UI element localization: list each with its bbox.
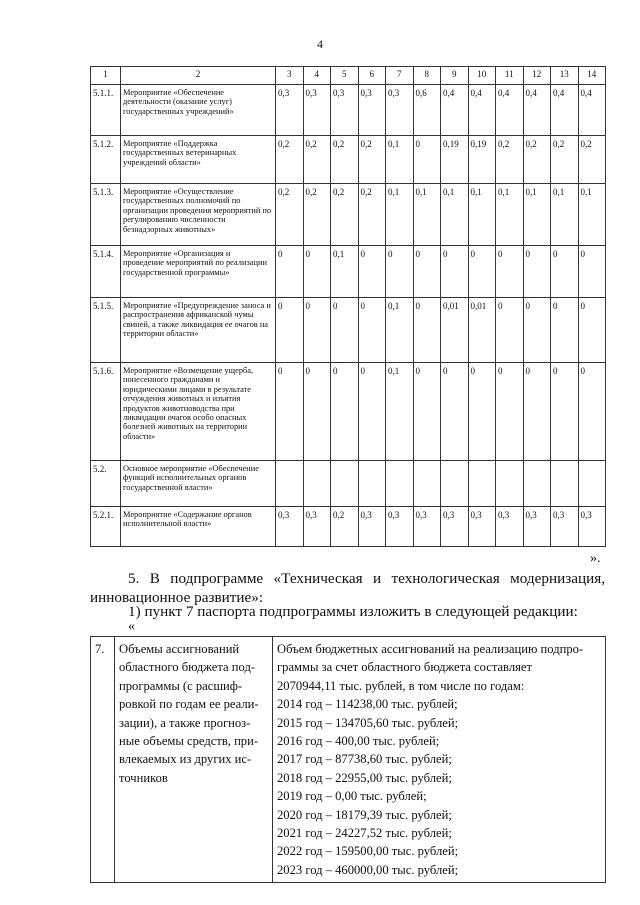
value-cell: 0 [358,363,386,461]
value-cell: 0 [496,363,524,461]
table-row [91,184,606,246]
value-cell: 0 [468,246,496,298]
value-cell: 0,01 [441,298,469,363]
closing-quote: ». [590,551,601,566]
value-cell: 0,3 [303,85,331,136]
value-cell [358,461,386,507]
value-cell: 0 [303,298,331,363]
value-cell: 0,3 [413,507,441,547]
value-cell [468,461,496,507]
table-row [91,507,606,547]
value-cell: 0,3 [303,507,331,547]
row-name: Мероприятие «Обеспечение деятельности (оказание услуг) государственных учреждений» [121,85,276,136]
passport-content-line: Объем бюджетных ассигнований на реализацию подпро- [277,642,584,656]
value-cell: 0 [413,363,441,461]
value-cell: 0 [551,298,579,363]
row-number: 5.2.1. [91,507,121,547]
passport-label-line: ные объемы средств, при- [119,734,259,749]
paragraph-item: 1) пункт 7 паспорта подпрограммы изложить в следующей редакции: [128,603,578,620]
row-name: Основное мероприятие «Обеспечение функций исполнительных органов государственной власти» [121,461,276,507]
value-cell: 0,2 [523,136,551,184]
value-cell: 0 [551,246,579,298]
passport-content-line: 2020 год – 18179,39 тыс. рублей; [277,807,452,822]
header-cell: 12 [523,67,551,85]
value-cell: 0,4 [551,85,579,136]
row-number: 5.1.1. [91,85,121,136]
value-cell: 0,3 [386,507,414,547]
value-cell: 0,01 [468,298,496,363]
row-name: Мероприятие «Предупреждение заноса и распространения африканской чумы свиней, а также ликвидация ее очагов на территории области» [121,298,276,363]
passport-label-line: точников [119,770,168,785]
value-cell: 0,2 [578,136,606,184]
header-cell: 9 [441,67,469,85]
passport-label-line: зации), а также прогноз- [119,715,251,730]
row-number: 5.1.2. [91,136,121,184]
value-cell: 0,1 [578,184,606,246]
value-cell: 0,3 [358,85,386,136]
table-row [91,363,606,461]
value-cell: 0 [496,246,524,298]
value-cell: 0,19 [468,136,496,184]
value-cell: 0 [358,298,386,363]
indicators-table [90,66,606,547]
row-name: Мероприятие «Поддержка государственных ветеринарных учреждений области» [121,136,276,184]
value-cell: 0,3 [276,85,304,136]
row-number: 5.1.6. [91,363,121,461]
passport-label-line: областного бюджета под- [119,660,256,675]
passport-content-line: 2070944,11 тыс. рублей, в том числе по годам: [277,678,525,693]
value-cell [496,461,524,507]
table-row [91,246,606,298]
row-number: 5.1.5. [91,298,121,363]
value-cell: 0 [441,363,469,461]
value-cell: 0,4 [468,85,496,136]
header-cell: 1 [91,67,121,85]
value-cell: 0 [413,136,441,184]
value-cell [276,461,304,507]
table-row [91,85,606,136]
table-row [91,298,606,363]
value-cell: 0,4 [578,85,606,136]
value-cell [551,461,579,507]
value-cell: 0 [578,298,606,363]
passport-label-cell [115,637,273,883]
passport-content-line: граммы за счет областного бюджета составляет [277,660,533,675]
value-cell: 0,2 [303,184,331,246]
value-cell: 0,1 [468,184,496,246]
row-number: 5.1.4. [91,246,121,298]
passport-content-line: 2021 год – 24227,52 тыс. рублей; [277,826,452,841]
header-cell: 6 [358,67,386,85]
value-cell: 0,3 [578,507,606,547]
value-cell: 0 [276,363,304,461]
value-cell: 0,2 [331,184,359,246]
header-cell: 14 [578,67,606,85]
page-number: 4 [317,37,323,51]
value-cell: 0 [523,298,551,363]
passport-content-line: 2016 год – 400,00 тыс. рублей; [277,734,440,749]
value-cell [578,461,606,507]
value-cell: 0,3 [523,507,551,547]
table-header-row [91,67,606,85]
value-cell: 0,1 [386,136,414,184]
passport-table [90,636,606,883]
value-cell: 0,3 [551,507,579,547]
passport-label-line: Объемы ассигнований [119,642,240,656]
passport-content-cell [273,637,606,883]
value-cell: 0,4 [496,85,524,136]
passport-content-line: 2018 год – 22955,00 тыс. рублей; [277,770,452,785]
value-cell: 0 [578,363,606,461]
header-cell: 4 [303,67,331,85]
value-cell: 0 [551,363,579,461]
value-cell: 0,1 [441,184,469,246]
value-cell: 0 [468,363,496,461]
value-cell [523,461,551,507]
value-cell: 0,19 [441,136,469,184]
row-number: 5.1.3. [91,184,121,246]
value-cell: 0,1 [551,184,579,246]
value-cell: 0,1 [386,363,414,461]
value-cell: 0 [496,298,524,363]
value-cell [386,461,414,507]
value-cell: 0,1 [496,184,524,246]
value-cell: 0,1 [523,184,551,246]
value-cell [413,461,441,507]
header-cell: 10 [468,67,496,85]
value-cell: 0,2 [276,136,304,184]
value-cell: 0,4 [523,85,551,136]
value-cell: 0,2 [276,184,304,246]
value-cell: 0,2 [358,184,386,246]
value-cell: 0,2 [331,507,359,547]
table-row [91,136,606,184]
passport-content-line: 2017 год – 87738,60 тыс. рублей; [277,752,452,767]
value-cell: 0,2 [331,136,359,184]
value-cell: 0,2 [358,136,386,184]
passport-content-line: 2014 год – 114238,00 тыс. рублей; [277,697,458,712]
row-name: Мероприятие «Организация и проведение мероприятий по реализации государственной программы» [121,246,276,298]
header-cell: 7 [386,67,414,85]
value-cell: 0 [276,298,304,363]
header-cell: 2 [121,67,276,85]
value-cell: 0,6 [413,85,441,136]
value-cell: 0,2 [496,136,524,184]
value-cell: 0 [276,246,304,298]
value-cell: 0 [358,246,386,298]
value-cell [303,461,331,507]
value-cell: 0,1 [386,184,414,246]
value-cell: 0,4 [441,85,469,136]
row-name: Мероприятие «Содержание органов исполнительной власти» [121,507,276,547]
value-cell: 0,2 [303,136,331,184]
value-cell: 0 [303,363,331,461]
value-cell: 0,2 [551,136,579,184]
passport-label-line: ровкой по годам ее реали- [119,697,259,712]
passport-label-line: влекаемых из других ис- [119,752,252,767]
row-name: Мероприятие «Возмещение ущерба, понесенного гражданами и юридическими лицами в результате отчуждения животных и изъятия продуктов животноводства при ликвидации очагов особо опасных болезней животных на территории области» [121,363,276,461]
value-cell: 0,3 [441,507,469,547]
value-cell: 0,3 [331,85,359,136]
value-cell: 0,3 [386,85,414,136]
header-cell: 11 [496,67,524,85]
value-cell: 0 [413,298,441,363]
passport-content-line: 2022 год – 159500,00 тыс. рублей; [277,844,459,859]
header-cell: 8 [413,67,441,85]
header-cell: 13 [551,67,579,85]
value-cell: 0 [331,363,359,461]
passport-content-line: 2015 год – 134705,60 тыс. рублей; [277,715,459,730]
passport-content-line: 2023 год – 460000,00 тыс. рублей; [277,862,459,877]
value-cell: 0 [523,363,551,461]
passport-content-line: 2019 год – 0,00 тыс. рублей; [277,789,427,804]
header-cell: 5 [331,67,359,85]
value-cell: 0,1 [386,298,414,363]
opening-quote: « [128,619,135,634]
value-cell: 0,3 [358,507,386,547]
value-cell: 0,3 [496,507,524,547]
value-cell: 0,3 [276,507,304,547]
value-cell: 0 [303,246,331,298]
value-cell: 0 [441,246,469,298]
value-cell [441,461,469,507]
passport-label-line: программы (с расшиф- [119,678,243,693]
row-name: Мероприятие «Осуществление государственных полномочий по организации проведения мероприятий по регулированию численности безнадзорных животных» [121,184,276,246]
value-cell: 0,1 [331,246,359,298]
passport-row [91,637,606,883]
value-cell: 0 [578,246,606,298]
value-cell: 0,1 [413,184,441,246]
row-number: 5.2. [91,461,121,507]
value-cell: 0 [413,246,441,298]
passport-item-number: 7. [91,637,115,883]
table-row [91,461,606,507]
paragraph-subprogram: 5. В подпрограмме «Техническая и технологическая модернизация, инновационное развитие»: [90,570,605,606]
value-cell: 0 [331,298,359,363]
value-cell: 0 [523,246,551,298]
header-cell: 3 [276,67,304,85]
value-cell [331,461,359,507]
value-cell: 0,3 [468,507,496,547]
value-cell: 0 [386,246,414,298]
